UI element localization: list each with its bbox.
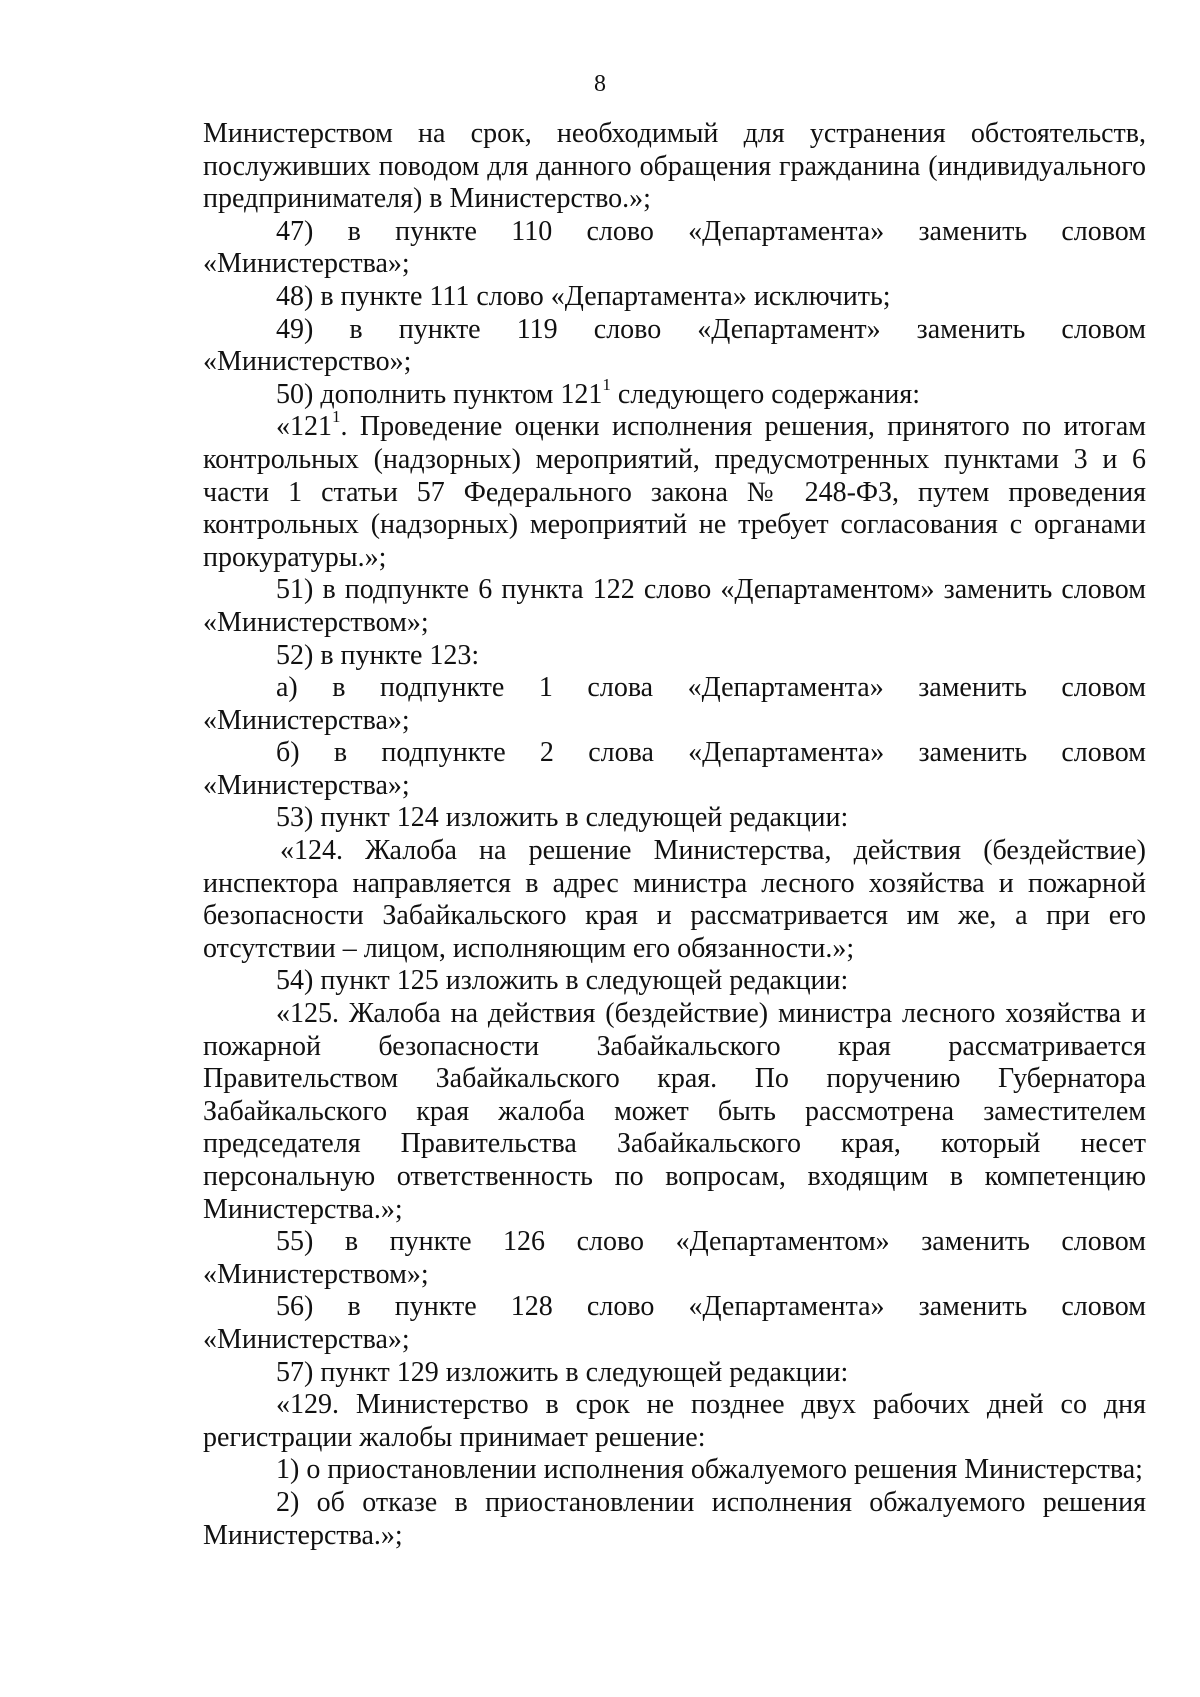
- paragraph-item-49: 49) в пункте 119 слово «Департамент» заменить словом «Министерство»;: [203, 313, 1146, 378]
- subitem-a: а) в подпункте 1 слова «Департамента» заменить словом «Министерства»;: [203, 672, 1146, 736]
- subitem-1: 1) о приостановлении исполнения обжалуемого решения Министерства;: [276, 1454, 1143, 1486]
- paragraph-item-57: 57) пункт 129 изложить в следующей редакции:: [276, 1356, 849, 1388]
- paragraph-item-54: 54) пункт 125 изложить в следующей редакции:: [276, 965, 849, 997]
- paragraph-continuation: Министерством на срок, необходимый для устранения обстоятельств, послуживших поводом для данного обращения гражданина (индивидуального предпринимателя) в Министерство.»;: [203, 118, 1146, 215]
- subitem-2: 2) об отказе в приостановлении исполнения обжалуемого решения Министерства.»;: [203, 1486, 1146, 1551]
- paragraph-item-48: 48) в пункте 111 слово «Департамента» исключить;: [276, 280, 891, 312]
- subitem-b: б) в подпункте 2 слова «Департамента» заменить словом «Министерства»;: [203, 737, 1146, 801]
- paragraph-item-56: 56) в пункте 128 слово «Департамента» заменить словом «Министерства»;: [203, 1291, 1146, 1355]
- superscript-index: 1: [332, 407, 341, 427]
- page-number: 8: [594, 71, 606, 97]
- document-body: [203, 118, 1146, 1552]
- quote-point-121-1-text: «121: [276, 411, 332, 443]
- paragraph-item-47: 47) в пункте 110 слово «Департамента» заменить словом «Министерства»;: [203, 215, 1146, 280]
- paragraph-item-55: 55) в пункте 126 слово «Департаментом» заменить словом «Министерством»;: [203, 1226, 1146, 1290]
- quote-point-121-1-text-rest: . Проведение оценки исполнения решения, принятого по итогам контрольных (надзорных) мероприятий, предусмотренных пунктами 3 и 6 части 1 статьи 57 Федерального закона № 248-ФЗ, путем проведения контрольных (надзорных) мероприятий не требует согласования с органами прокуратуры.»;: [203, 411, 1146, 573]
- paragraph-item-51: 51) в подпункте 6 пункта 122 слово «Департаментом» заменить словом «Министерством»;: [203, 574, 1146, 638]
- paragraph-item-53: 53) пункт 124 изложить в следующей редакции:: [276, 802, 849, 834]
- paragraph-item-50-text: 50) дополнить пунктом 121: [276, 378, 603, 410]
- paragraph-item-52: 52) в пункте 123:: [276, 639, 480, 671]
- paragraph-item-50: [203, 374, 1146, 412]
- superscript-index: 1: [602, 374, 611, 394]
- quote-point-121-1: [203, 407, 1146, 574]
- quote-point-124: «124. Жалоба на решение Министерства, действия (бездействие) инспектора направляется в адрес министра лесного хозяйства и пожарной безопасности Забайкальского края и рассматривается им же, а при его отсутствии – лицом, исполняющим его обязанности.»;: [203, 835, 1146, 964]
- paragraph-item-50-text-rest: следующего содержания:: [610, 378, 920, 410]
- quote-point-125: «125. Жалоба на действия (бездействие) министра лесного хозяйства и пожарной безопасности Забайкальского края рассматривается Правительством Забайкальского края. По поручению Губернатора Забайкальского края жалоба может быть рассмотрена заместителем председателя Правительства Забайкальского края, который несет персональную ответственность по вопросам, входящим в компетенцию Министерства.»;: [203, 998, 1146, 1225]
- quote-point-129: «129. Министерство в срок не позднее двух рабочих дней со дня регистрации жалобы принимает решение:: [203, 1389, 1146, 1453]
